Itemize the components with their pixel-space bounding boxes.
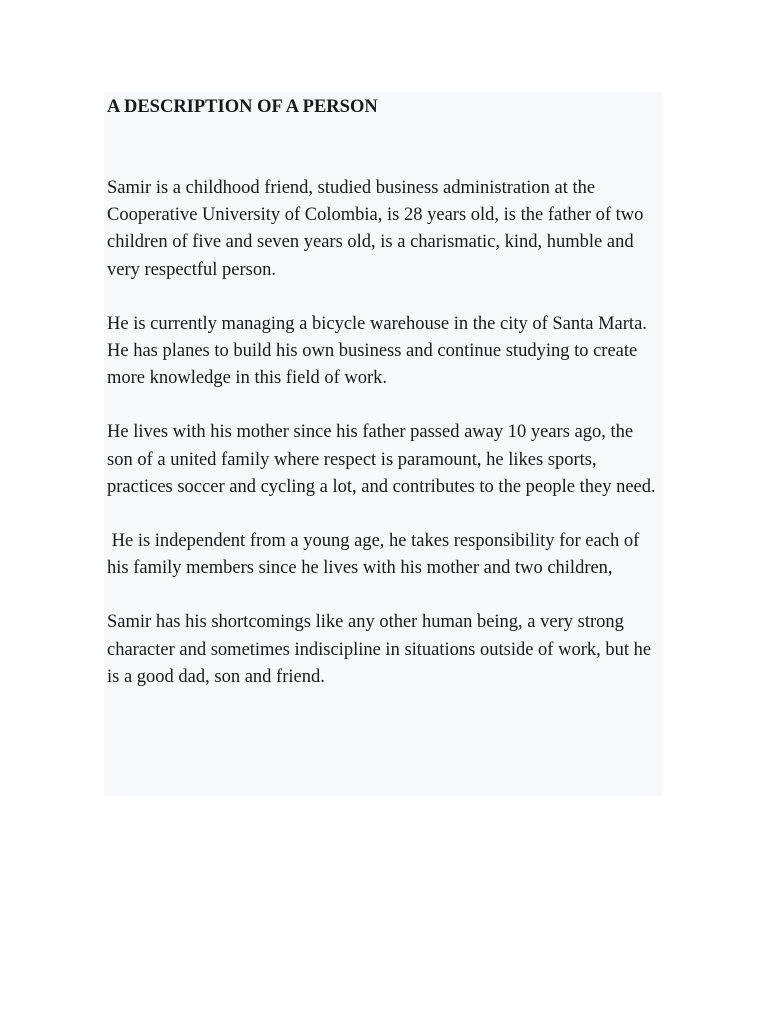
paragraph-5: Samir has his shortcomings like any other human being, a very strong character and sometimes indiscipline in situations outside of work, but he is a good dad, son and friend. <box>107 612 656 687</box>
document-body <box>107 175 662 691</box>
paragraph-3: He lives with his mother since his father passed away 10 years ago, the son of a united family where respect is paramount, he likes sports, practices soccer and cycling a lot, and contributes to the people they need. <box>107 422 656 497</box>
paragraph-1: Samir is a childhood friend, studied business administration at the Cooperative University of Colombia, is 28 years old, is the father of two children of five and seven years old, is a charismatic, kind, humble and very respectful person. <box>107 178 649 280</box>
document-text-block <box>104 92 662 796</box>
document-title: A DESCRIPTION OF A PERSON <box>107 97 378 117</box>
paragraph-4: He is independent from a young age, he takes responsibility for each of his family members since he lives with his mother and two children, <box>107 531 644 579</box>
paragraph-2: He is currently managing a bicycle warehouse in the city of Santa Marta. He has planes to build his own business and continue studying to create more knowledge in this field of work. <box>107 313 652 389</box>
